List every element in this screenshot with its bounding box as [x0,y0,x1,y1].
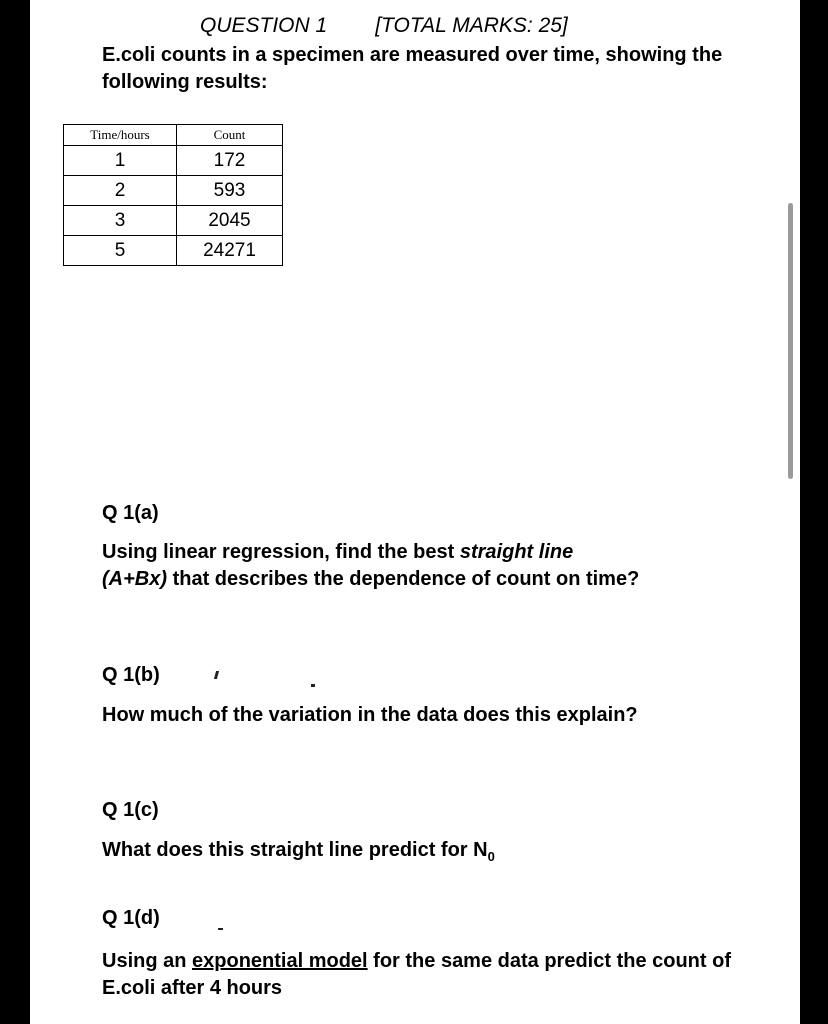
q1c-text-main: What does this straight line predict for N [102,839,488,861]
intro-text: E.coli counts in a specimen are measured over time, showing the following results: [102,44,723,93]
time-cell: 3 [64,206,177,236]
count-cell: 2045 [177,206,283,236]
q1d-text-start: Using an [102,950,193,972]
q1c-label: Q 1(c) [102,799,159,821]
q1d-label: Q 1(d) [102,907,160,929]
table-row [64,146,283,176]
stray-mark [214,671,219,679]
q1a-text [102,539,742,593]
table-row [64,206,283,236]
q1d-text-end: for the same data predict the count of E.coli after 4 hours [102,950,731,999]
q1a-text-end: that describes the dependence of count on time? [167,568,640,590]
time-cell: 2 [64,176,177,206]
q1a-label: Q 1(a) [102,502,159,524]
q1a-text-start: Using linear regression, find the best [102,541,460,563]
document-page [30,0,800,1024]
time-cell: 1 [64,146,177,176]
q1c-subscript: 0 [487,849,495,864]
count-cell: 172 [177,146,283,176]
q1c-text [102,837,742,870]
count-cell: 593 [177,176,283,206]
data-table [63,124,283,266]
q1d-text [102,948,742,1002]
count-cell: 24271 [177,236,283,266]
total-marks: [TOTAL MARKS: 25] [375,14,568,37]
q1a-emphasis-formula: (A+Bx) [102,568,168,590]
column-header-time: Time/hours [64,125,177,146]
q1d-underlined: exponential model [192,950,368,972]
stray-mark [311,684,315,687]
table-header-row [64,125,283,146]
column-header-count: Count [177,125,283,146]
question-number: QUESTION 1 [200,14,328,37]
q1b-label: Q 1(b) [102,664,160,686]
q1a-emphasis-straight-line: straight line [459,541,574,563]
scrollbar-thumb[interactable] [788,203,793,479]
question-header [200,14,568,38]
table-row [64,176,283,206]
time-cell: 5 [64,236,177,266]
stray-mark [218,928,223,930]
table-row [64,236,283,266]
q1b-text: How much of the variation in the data does this explain? [102,704,638,726]
